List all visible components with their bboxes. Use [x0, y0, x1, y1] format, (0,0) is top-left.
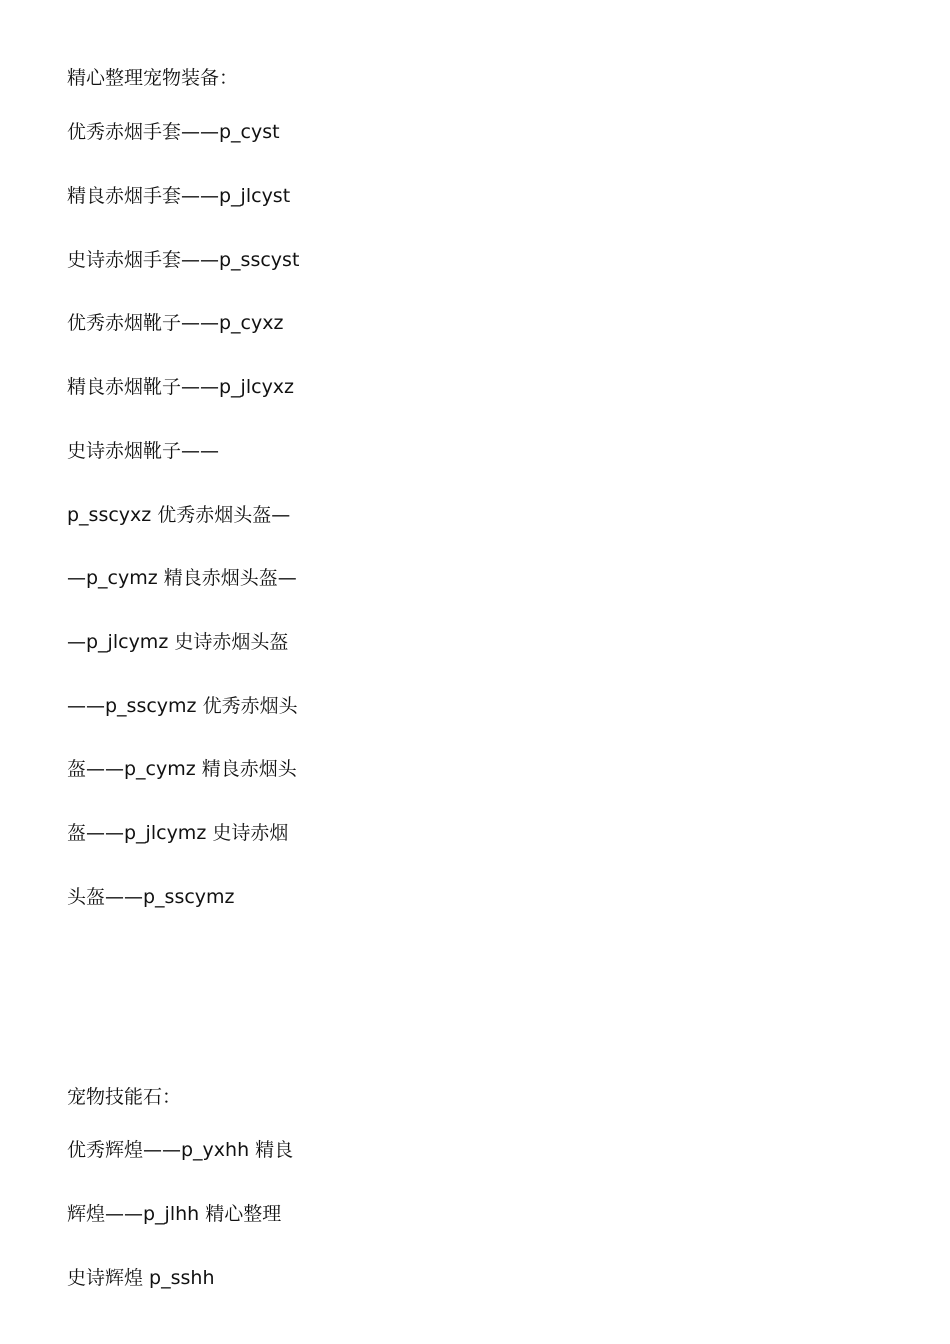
equipment-line: 盔——p_cymz 精良赤烟头 [67, 758, 297, 780]
equipment-line: 优秀赤烟靴子——p_cyxz [67, 312, 284, 334]
equipment-line: 头盔——p_sscymz [67, 886, 235, 908]
equipment-line: 优秀赤烟手套——p_cyst [67, 121, 280, 143]
equipment-line: ——p_sscymz 优秀赤烟头 [67, 695, 298, 717]
equipment-line: 史诗赤烟靴子—— [67, 440, 220, 462]
equipment-line: 精良赤烟手套——p_jlcyst [67, 185, 291, 207]
section-heading-pet-skill-stones: 宠物技能石： [67, 1086, 182, 1108]
equipment-line: 精良赤烟靴子——p_jlcyxz [67, 376, 295, 398]
equipment-line: p_sscyxz 优秀赤烟头盔— [67, 504, 291, 526]
equipment-line: 盔——p_jlcymz 史诗赤烟 [67, 822, 289, 844]
equipment-line: —p_jlcymz 史诗赤烟头盔 [67, 631, 289, 653]
equipment-line: —p_cymz 精良赤烟头盔— [67, 567, 297, 589]
skill-stone-line: 史诗辉煌 p_sshh [67, 1267, 215, 1289]
skill-stone-line: 辉煌——p_jlhh 精心整理 [67, 1203, 282, 1225]
equipment-line: 史诗赤烟手套——p_sscyst [67, 249, 300, 271]
skill-stone-line: 优秀辉煌——p_yxhh 精良 [67, 1139, 294, 1161]
section-heading-pet-equipment: 精心整理宠物装备： [67, 67, 239, 89]
